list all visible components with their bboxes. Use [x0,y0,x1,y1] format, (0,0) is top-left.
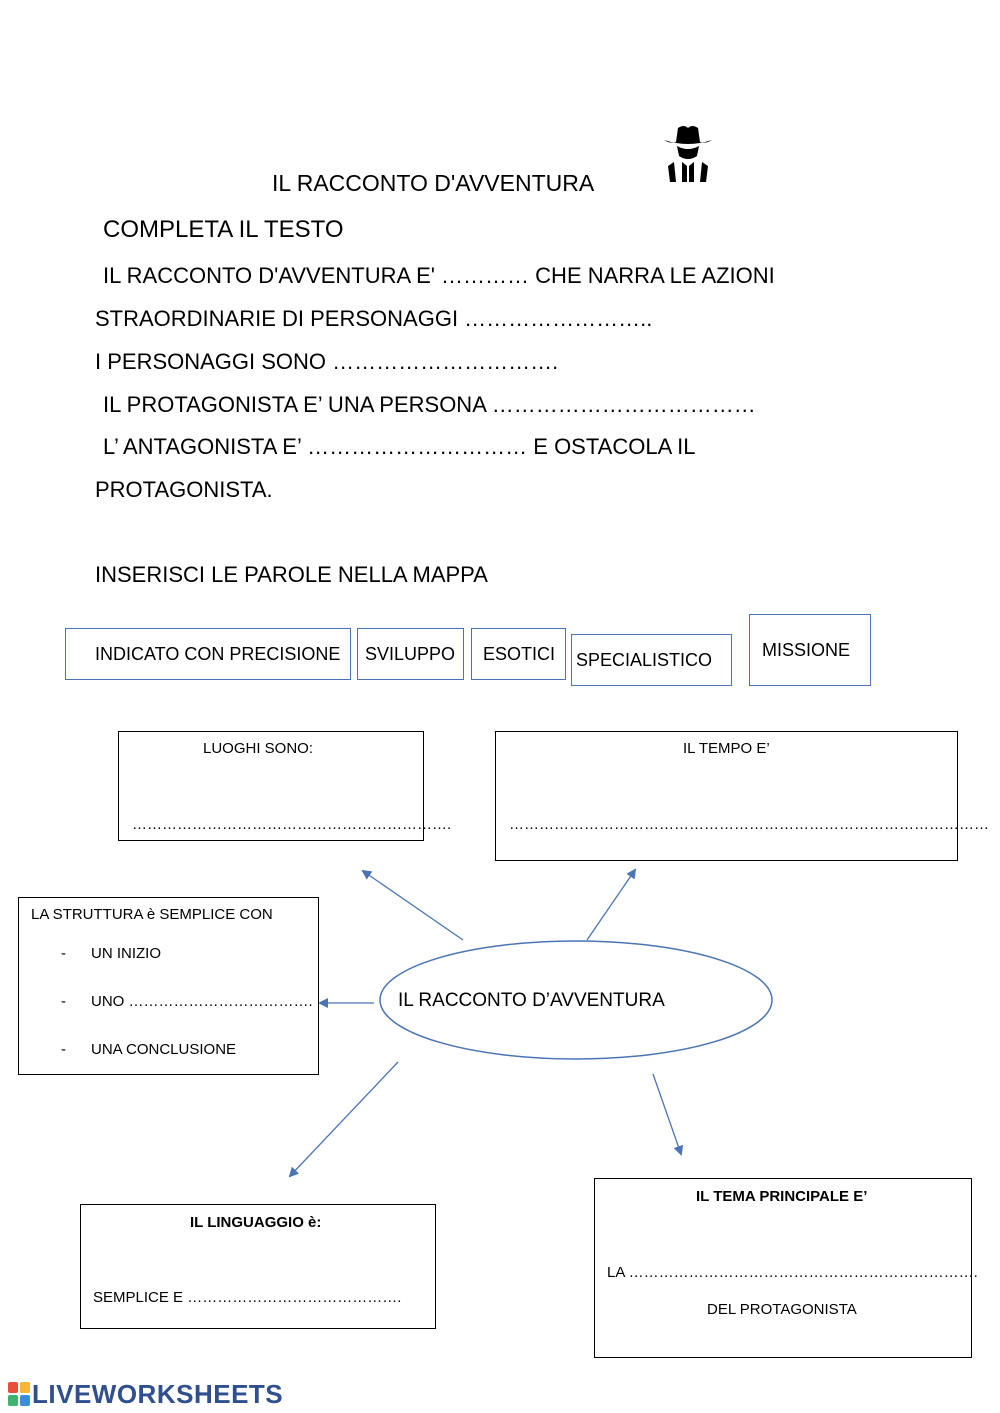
tema-line2: DEL PROTAGONISTA [707,1301,857,1318]
subtitle: COMPLETA IL TESTO [103,216,344,243]
bullet: - [61,993,66,1010]
arrow-to-tema [653,1074,681,1154]
luoghi-box [118,731,452,841]
struttura-title: LA STRUTTURA è SEMPLICE CON [31,906,273,923]
text-line-5: L’ ANTAGONISTA E’ ………………………… E OSTACOLA IL [103,434,696,459]
text-line-6: PROTAGONISTA. [95,477,273,502]
page-title: IL RACCONTO D'AVVENTURA [272,170,595,196]
bullet: - [61,1041,66,1058]
word-label: SVILUPPO [365,643,456,664]
map-center-label: IL RACCONTO D’AVVENTURA [398,990,665,1011]
bullet: - [61,945,66,962]
linguaggio-line[interactable]: SEMPLICE E ……………………………………. [93,1289,402,1306]
text-line-3: I PERSONAGGI SONO …………………………. [95,349,559,374]
arrow-to-luoghi [363,871,463,940]
word-label: INDICATO CON PRECISIONE [95,643,341,664]
linguaggio-box [80,1204,436,1329]
tempo-box [495,731,989,861]
liveworksheets-logo[interactable]: LIVEWORKSHEETS [32,1379,284,1409]
text-line-1: IL RACCONTO D'AVVENTURA E' ………… CHE NARRA LE AZIONI [103,263,775,288]
struttura-box [18,897,319,1075]
tempo-title: IL TEMPO E’ [683,740,770,757]
struttura-item-1: UN INIZIO [91,945,161,962]
arrow-to-tempo [587,870,635,940]
luoghi-title: LUOGHI SONO: [203,740,314,757]
linguaggio-title: IL LINGUAGGIO è: [190,1214,322,1231]
text-line-2: STRAORDINARIE DI PERSONAGGI …………………….. [95,306,653,331]
word-label: MISSIONE [762,639,851,660]
arrow-to-linguaggio [290,1062,398,1176]
word-label: SPECIALISTICO [576,649,713,670]
struttura-item-2[interactable]: UNO ………………………………. [91,993,313,1010]
liveworksheets-logo-icon [8,1382,30,1406]
luoghi-blank[interactable]: ………………………………………………………. [132,816,452,833]
text-line-4: IL PROTAGONISTA E’ UNA PERSONA ……………………………… [103,392,756,417]
instruction: INSERISCI LE PAROLE NELLA MAPPA [95,562,488,587]
word-label: ESOTICI [483,643,556,664]
struttura-item-3: UNA CONCLUSIONE [91,1041,237,1058]
tema-box [594,1178,978,1358]
tempo-blank[interactable]: …………………………………………………………………………………… [509,816,989,833]
tema-line[interactable]: LA ……………………………………………………………. [607,1264,978,1281]
tema-title: IL TEMA PRINCIPALE E’ [696,1188,868,1205]
